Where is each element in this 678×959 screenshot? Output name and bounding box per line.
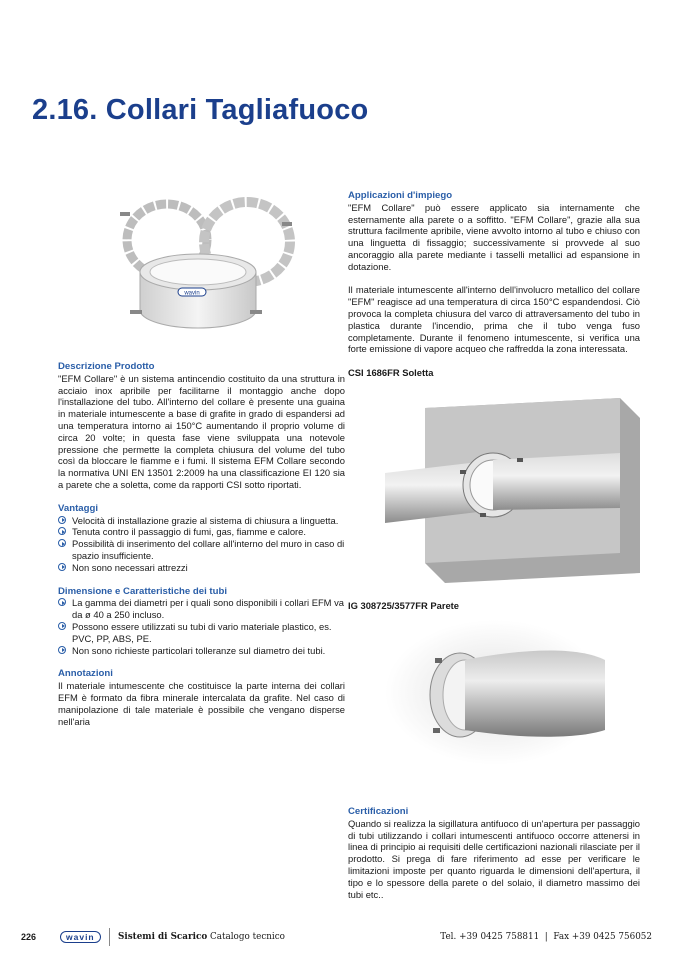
footer-divider — [109, 928, 110, 946]
right-column-top — [348, 190, 640, 379]
contact-info: Tel. +39 0425 758811 | Fax +39 0425 756052 — [440, 932, 652, 942]
brand-label: wavin — [184, 290, 200, 297]
section-heading: Applicazioni d'impiego — [348, 190, 453, 201]
bullet-arrow-icon — [58, 622, 66, 630]
bullet-arrow-icon — [58, 539, 66, 547]
section-text: "EFM Collare" può essere applicato sia internamente che esternamente alla parete o a soffitto. "EFM Collare", grazie alla sua struttura facilmente apribile, viene avvolto intorno al tubo e chiuso con una linguetta di fissaggio; successivamente si provvede al suo ancoraggio alla parete mediante i tasselli metallici ad espansione in dotazione. — [348, 201, 640, 272]
section-text: Il materiale intumescente che costituisce la parte interna dei collari EFM è formato da fibra minerale intercalata da grafite. Nel caso di manipolazione di tale materiale è possibile che vengano disperse nell'aria — [58, 680, 345, 727]
section-heading: Certificazioni — [348, 806, 409, 817]
list-item: Non sono necessari attrezzi — [58, 562, 345, 574]
image-caption-parete: IG 308725/3577FR Parete — [348, 600, 460, 611]
section-descrizione — [58, 361, 345, 491]
section-heading: Descrizione Prodotto — [58, 361, 155, 372]
list-item: Possibilità di inserimento del collare all'interno del muro in caso di spazio insufficiente. — [58, 538, 345, 562]
wavin-logo: wavin — [60, 931, 101, 943]
list-item: Non sono richieste particolari tolleranze sul diametro dei tubi. — [58, 645, 345, 657]
product-photo — [112, 192, 297, 334]
section-text: Il materiale intumescente all'interno dell'involucro metallico del collare "EFM" reagisce ad una temperatura di circa 150°C espandendosi. Ciò provoca la completa chiusura del varco di attraversamento del tubo in plastica durante l'incendio, prima che il tubo venga fuso completamente. Durante il fenomeno intumescente, si verifica una forte emissione di vapore acqueo che raffredda la zona interessata. — [348, 284, 640, 355]
section-heading: Annotazioni — [58, 668, 113, 680]
bullet-arrow-icon — [58, 527, 66, 535]
bullet-arrow-icon — [58, 598, 66, 606]
list-item: La gamma dei diametri per i quali sono disponibili i collari EFM va da ø 40 a 250 incluso. — [58, 597, 345, 621]
left-column — [58, 361, 345, 727]
right-column-bottom — [348, 806, 640, 900]
section-heading: Vantaggi — [58, 502, 98, 514]
bullet-arrow-icon — [58, 563, 66, 571]
page-title: 2.16. Collari Tagliafuoco — [32, 94, 369, 126]
list-item: Velocità di installazione grazie al sistema di chiusura a linguetta. — [58, 515, 345, 527]
catalog-title: Sistemi di Scarico Catalogo tecnico — [118, 932, 285, 942]
bullet-arrow-icon — [58, 516, 66, 524]
parete-installation-image — [385, 620, 605, 765]
page-number: 226 — [21, 932, 37, 942]
list-item: Possono essere utilizzati su tubi di vario materiale plastico, es. PVC, PP, ABS, PE. — [58, 621, 345, 645]
section-vantaggi — [58, 503, 345, 574]
bullet-arrow-icon — [58, 646, 66, 654]
section-text: "EFM Collare" è un sistema antincendio costituito da una struttura in acciaio inox apribile per facilitarne il montaggio anche dopo l'installazione del tubo. All'interno del collare è presente una guaina in materiale intumescente a base di grafite in grado di espandersi ad una temperatura intorno ai 150°C aumentando il proprio volume di circa 20 volte; in questa fase viene sviluppata una notevole pressione che permette la completa chiusura del volume del tubo così da bloccare le fiamme e i fumi. Il sistema EFM Collare secondo la normativa UNI EN 13501 2:2009 ha una classificazione EI 120 sia a parete che a soletta, come da rapporti CSI sotto riportati. — [58, 372, 345, 490]
section-annotazioni — [58, 668, 345, 727]
image-caption-soletta: CSI 1686FR Soletta — [348, 367, 434, 379]
soletta-installation-image — [385, 398, 640, 583]
list-item: Tenuta contro il passaggio di fumi, gas, fiamme e calore. — [58, 526, 345, 538]
section-heading: Dimensione e Caratteristiche dei tubi — [58, 585, 228, 597]
section-dimensione — [58, 586, 345, 657]
section-text: Quando si realizza la sigillatura antifuoco di un'apertura per passaggio di tubi utilizzando i collari intumescenti antifuoco occorre attenersi in linea di principio ai requisiti delle certificazioni nazionali rilasciate per il prodotto. Si prega di fare riferimento ad esse per verificare le limitazioni imposte per quanto riguarda le dimensioni dell'apertura, il tipo e lo spessore della parete o del solaio, il diametro massimo dei tubi etc.. — [348, 817, 640, 900]
